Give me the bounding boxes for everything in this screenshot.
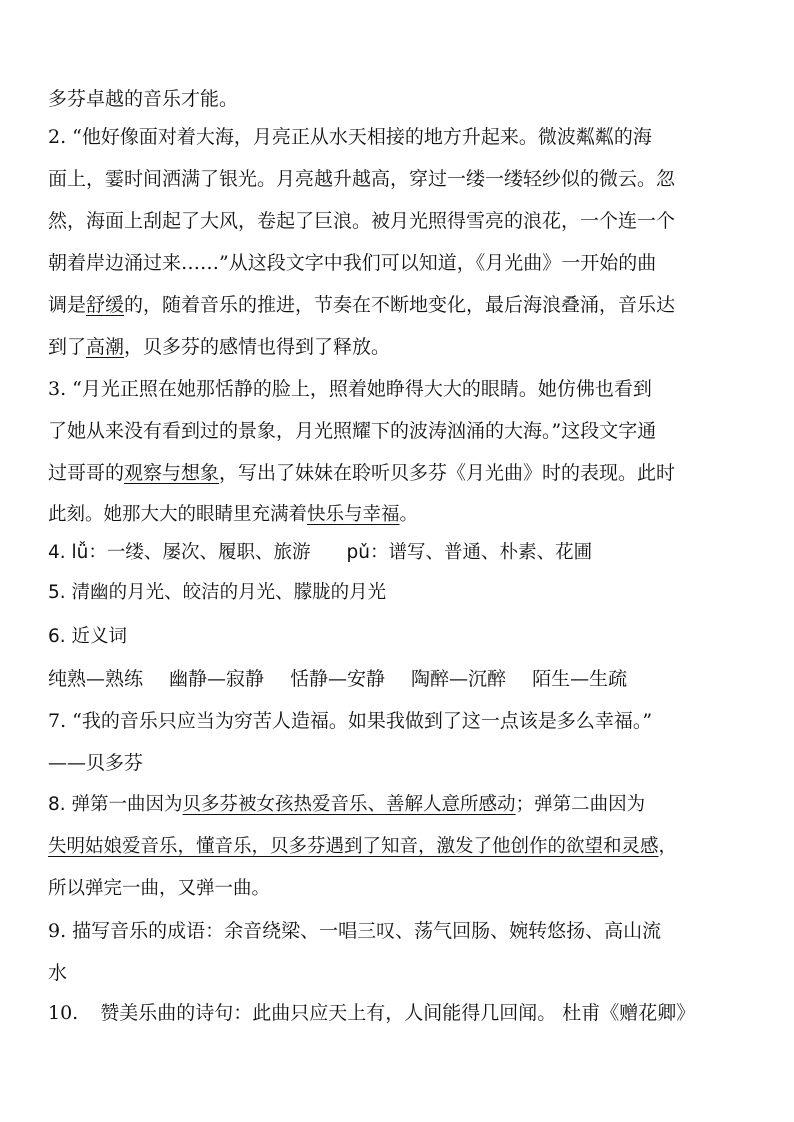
item-3-line-1: 3. “月光正照在她那恬静的脸上，照着她睁得大大的眼睛。她仿佛也看到 [48,378,652,400]
text-span: 的月光、 [108,582,183,603]
text-span: 此刻。她那大大的眼睛里充满着 [48,504,308,525]
item-2-line-5 [48,292,778,318]
item-number: 5. [48,582,72,603]
text-span: 的月光 [330,582,387,603]
text-span: 过哥哥的 [48,462,125,484]
text-span: 到了 [48,336,87,358]
word-group-lv [107,542,311,563]
emphasis-word: 朦胧 [294,580,331,606]
synonym-list [48,666,778,692]
item-8-line-3: 所以弹完一曲，又弹一曲。 [48,878,271,899]
emphasis-word: 皎洁 [183,580,220,606]
text-span: ，写出了妹妹在聆听贝多芬《月光曲》时的表现。此时 [219,462,676,484]
synonym-pair: 陌生—生疏 [532,668,628,690]
item-2-line-4: 朝着岸边涌过来……”从这段文字中我们可以知道，《月光曲》一开始的曲 [48,252,657,274]
text-span: ；弹第二曲因为 [515,794,646,815]
word: 屡次 [162,542,200,563]
item-2-line-2: 面上，霎时间洒满了银光。月亮越升越高，穿过一缕一缕轻纱似的微云。忽 [48,168,676,190]
item-6-title: 6. 近义词 [48,626,128,647]
separator: 、 [481,542,500,563]
item-3-line-2: 了她从来没有看到过的景象，月光照耀下的波涛汹涌的大海。”这段文字通 [48,420,657,442]
word: 一缕 [106,542,144,563]
text-span: 的月光、 [219,582,294,603]
item-3-line-3 [48,460,778,486]
item-4-line [48,540,778,566]
word: 普通 [444,542,482,563]
answer-underlined: 舒缓 [86,294,125,316]
text-span: 。 [399,504,419,525]
answer-underlined: 失明姑娘爱音乐，懂音乐，贝多芬遇到了知音，激发了他创作的欲望和灵感 [48,836,659,857]
text-span: 调是 [48,294,87,316]
word: 履职 [217,542,255,563]
answer-underlined: 观察与想象 [124,462,220,484]
pinyin-label: 4. lǚ： [48,542,107,563]
item-8-line-2 [48,834,778,860]
item-9-line-1: 9. 描写音乐的成语：余音绕梁、一唱三叹、荡气回肠、婉转悠扬、高山流 [48,920,662,942]
text-span: ， [658,836,678,857]
word: 谱写 [388,542,426,563]
emphasis-word: 清幽 [72,580,109,606]
answer-underlined: 快乐与幸福 [307,504,400,525]
item-3-line-4 [48,502,778,528]
item-2-line-3: 然，海面上刮起了大风，卷起了巨浪。被月光照得雪亮的浪花，一个连一个 [48,210,676,232]
text-span: ，贝多芬的感情也得到了释放。 [124,336,391,358]
item-7-quote: 7. “我的音乐只应当为穷苦人造福。如果我做到了这一点该是多么幸福。” [48,710,653,732]
answer-underlined: 贝多芬被女孩热爱音乐、善解人意所感动 [182,794,516,815]
separator: 、 [199,542,218,563]
paragraph-line: 多芬卓越的音乐才能。 [48,88,239,110]
word-group-pu [388,542,592,563]
item-7-attribution: ——贝多芬 [48,752,144,774]
word: 旅游 [273,542,311,563]
synonym-pair: 幽静—寂静 [169,668,265,690]
item-9-line-2: 水 [48,962,68,984]
synonym-pair: 陶醉—沉醉 [411,668,507,690]
synonym-pair: 纯熟—熟练 [48,668,144,690]
text-span: 8. 弹第一曲因为 [48,794,183,815]
synonym-pair: 恬静—安静 [290,668,386,690]
item-8-line-1 [48,792,778,818]
item-10-line [48,1000,778,1026]
item-2-line-1: 2. “他好像面对着大海，月亮正从水天相接的地方升起来。微波粼粼的海 [48,126,652,148]
item-5-line [48,580,778,606]
answer-underlined: 高潮 [86,336,125,358]
text-span: 的，随着音乐的推进，节奏在不断地变化，最后海浪叠涌，音乐达 [124,294,676,316]
separator: 、 [143,542,163,563]
item-2-line-6 [48,334,778,360]
separator: 、 [254,542,274,563]
separator: 、 [425,542,445,563]
word: 花圃 [555,542,593,563]
pinyin-label: pǔ： [346,542,389,563]
item-number: 10. [48,1002,79,1024]
separator: 、 [536,542,556,563]
text-span: 赞美乐曲的诗句：此曲只应天上有，人间能得几回闻。 杜甫《赠花卿》 [100,1002,696,1024]
word: 朴素 [499,542,537,563]
